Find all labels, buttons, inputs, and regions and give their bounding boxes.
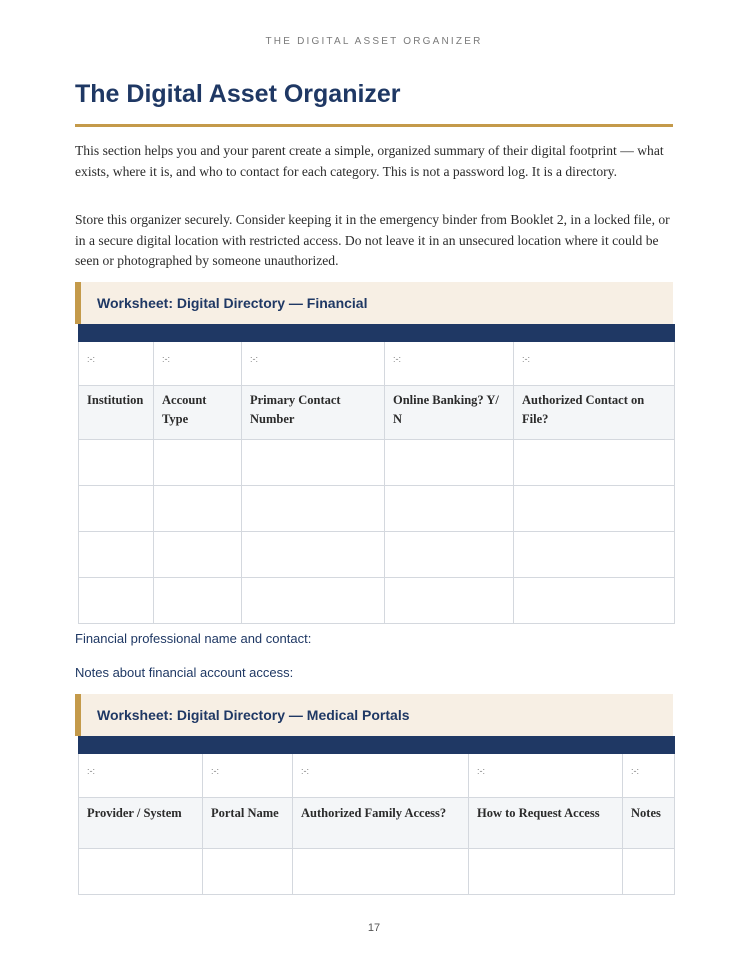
band-cell xyxy=(242,325,385,342)
financial-access-notes-label: Notes about financial account access: xyxy=(75,665,294,680)
table-header-band xyxy=(79,737,675,754)
alignment-marker: :-: xyxy=(203,754,293,798)
band-cell xyxy=(154,325,242,342)
column-header-institution: Institution xyxy=(79,386,154,440)
alignment-marker: :-: xyxy=(79,342,154,386)
column-header-account-type: Account Type xyxy=(154,386,242,440)
band-cell xyxy=(79,325,154,342)
entry-cell[interactable] xyxy=(514,486,675,532)
alignment-marker: :-: xyxy=(514,342,675,386)
alignment-marker: :-: xyxy=(293,754,469,798)
entry-cell[interactable] xyxy=(469,849,623,895)
band-cell xyxy=(385,325,514,342)
entry-cell[interactable] xyxy=(385,578,514,624)
band-cell xyxy=(469,737,623,754)
alignment-marker: :-: xyxy=(79,754,203,798)
entry-cell[interactable] xyxy=(79,440,154,486)
storage-paragraph: Store this organizer securely. Consider keeping it in the emergency binder from Booklet 2, in a locked file, or in a secure digital location with restricted access. Do not leave it in an unsecured location where it could be seen or photographed by someone unauthorized. xyxy=(75,212,670,268)
entry-cell[interactable] xyxy=(154,440,242,486)
intro-paragraph: This section helps you and your parent create a simple, organized summary of their digital footprint — what exists, where it is, and who to contact for each category. This is not a password log. It is a directory. xyxy=(75,143,664,179)
alignment-marker-row xyxy=(79,342,675,386)
medical-portals-table xyxy=(78,736,675,895)
entry-cell[interactable] xyxy=(203,849,293,895)
alignment-marker: :-: xyxy=(623,754,675,798)
column-header-authorized-contact: Authorized Contact on File? xyxy=(514,386,675,440)
medical-worksheet-heading: Worksheet: Digital Directory — Medical Portals xyxy=(75,694,673,736)
entry-cell[interactable] xyxy=(79,578,154,624)
entry-cell[interactable] xyxy=(154,532,242,578)
column-header-notes: Notes xyxy=(623,798,675,849)
column-header-request-access: How to Request Access xyxy=(469,798,623,849)
table-row xyxy=(79,578,675,624)
entry-cell[interactable] xyxy=(623,849,675,895)
entry-cell[interactable] xyxy=(514,578,675,624)
entry-cell[interactable] xyxy=(514,440,675,486)
table-header-band xyxy=(79,325,675,342)
table-row xyxy=(79,486,675,532)
band-cell xyxy=(514,325,675,342)
financial-professional-label: Financial professional name and contact: xyxy=(75,631,312,646)
entry-cell[interactable] xyxy=(385,440,514,486)
column-header-provider: Provider / System xyxy=(79,798,203,849)
entry-cell[interactable] xyxy=(79,532,154,578)
column-header-primary-contact: Primary Contact Number xyxy=(242,386,385,440)
entry-cell[interactable] xyxy=(242,440,385,486)
entry-cell[interactable] xyxy=(385,532,514,578)
entry-cell[interactable] xyxy=(514,532,675,578)
title-rule xyxy=(75,124,673,127)
column-header-family-access: Authorized Family Access? xyxy=(293,798,469,849)
band-cell xyxy=(293,737,469,754)
column-header-portal-name: Portal Name xyxy=(203,798,293,849)
alignment-marker-row xyxy=(79,754,675,798)
alignment-marker: :-: xyxy=(469,754,623,798)
entry-cell[interactable] xyxy=(242,486,385,532)
entry-cell[interactable] xyxy=(385,486,514,532)
financial-worksheet-heading: Worksheet: Digital Directory — Financial xyxy=(75,282,673,324)
column-header-row xyxy=(79,798,675,849)
band-cell xyxy=(79,737,203,754)
column-header-row xyxy=(79,386,675,440)
entry-cell[interactable] xyxy=(79,486,154,532)
entry-cell[interactable] xyxy=(293,849,469,895)
page-number: 17 xyxy=(367,922,381,934)
band-cell xyxy=(623,737,675,754)
entry-cell[interactable] xyxy=(79,849,203,895)
band-cell xyxy=(203,737,293,754)
table-row xyxy=(79,849,675,895)
column-header-online-banking: Online Banking? Y/ N xyxy=(385,386,514,440)
entry-cell[interactable] xyxy=(154,486,242,532)
alignment-marker: :-: xyxy=(242,342,385,386)
table-row xyxy=(79,440,675,486)
entry-cell[interactable] xyxy=(154,578,242,624)
entry-cell[interactable] xyxy=(242,532,385,578)
running-header: THE DIGITAL ASSET ORGANIZER xyxy=(265,36,483,47)
alignment-marker: :-: xyxy=(385,342,514,386)
table-row xyxy=(79,532,675,578)
entry-cell[interactable] xyxy=(242,578,385,624)
alignment-marker: :-: xyxy=(154,342,242,386)
financial-directory-table xyxy=(78,324,675,624)
page-title: The Digital Asset Organizer xyxy=(75,80,401,108)
